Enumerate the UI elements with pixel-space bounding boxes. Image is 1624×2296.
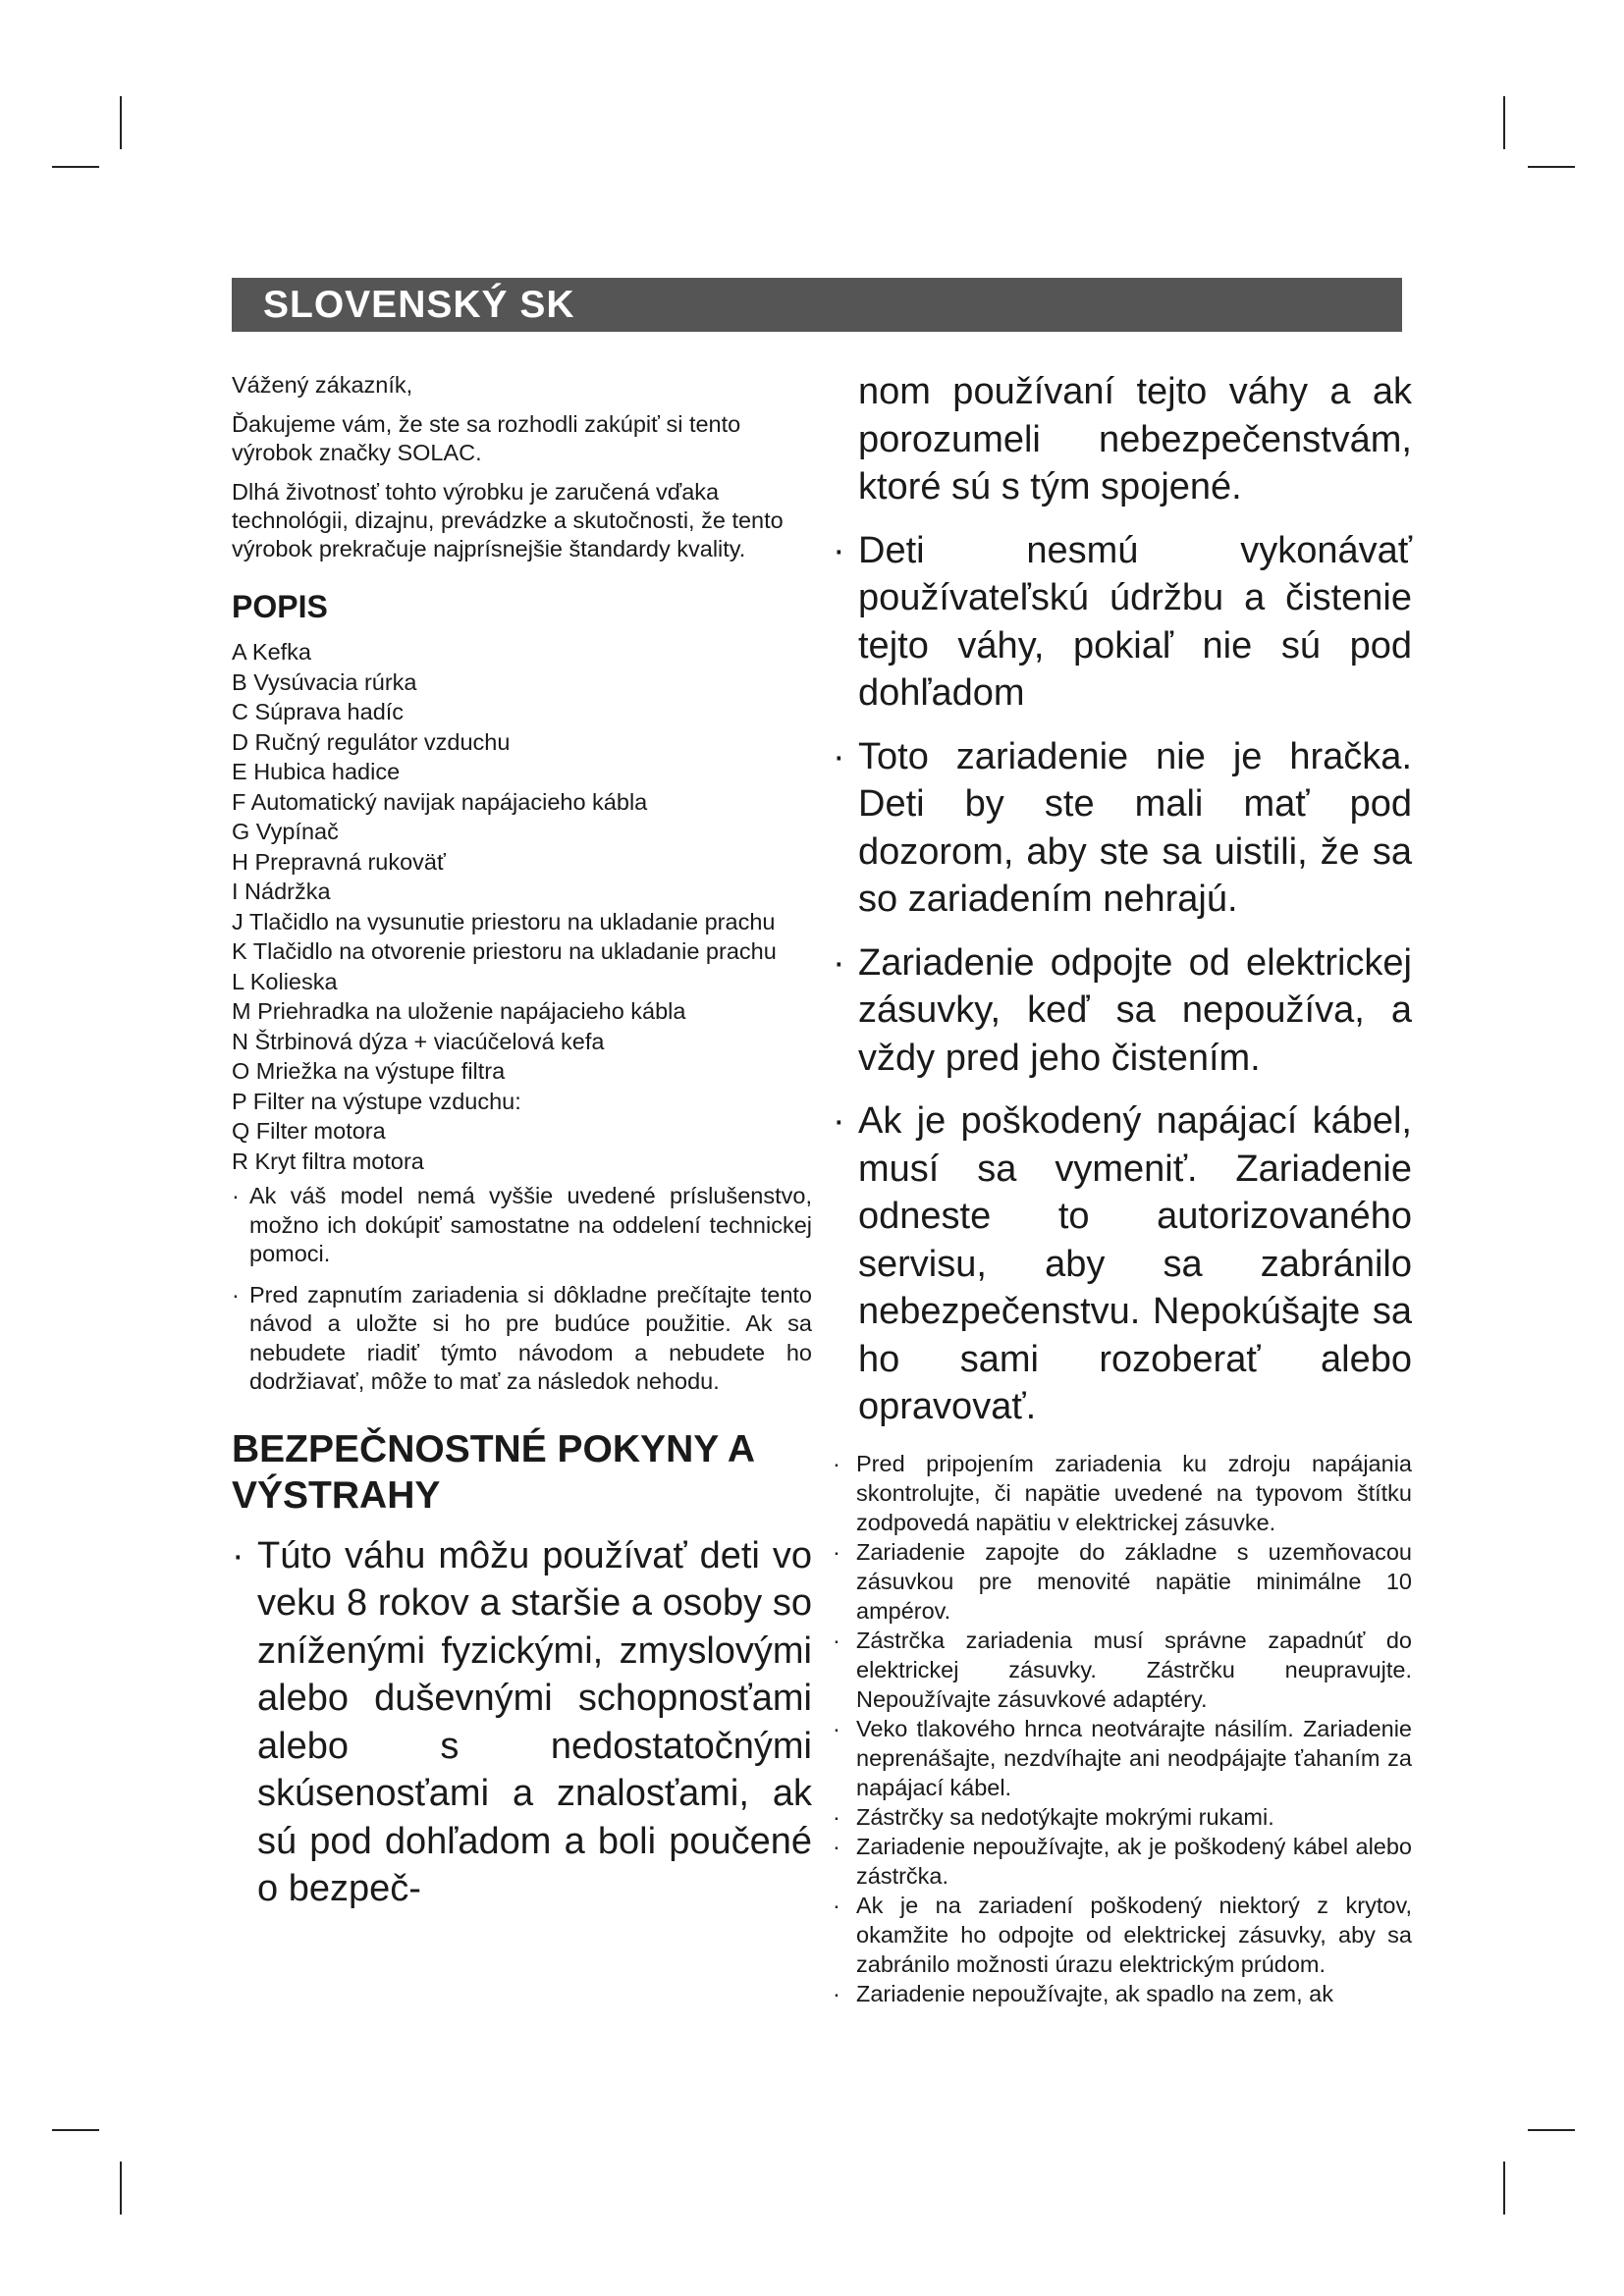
list-item: F Automatický navijak napájacieho kábla [232, 788, 648, 815]
safety-bullet-large: · Zariadenie odpojte od elektrickej zásuvky, keď sa nepoužíva, a vždy pred jeho čistením. [833, 939, 1412, 1083]
safety-bullet-small: · Veko tlakového hrnca neotvárajte násilím. Zariadenie neprenášajte, nezdvíhajte ani neodpájajte ťahaním za napájací kábel. [833, 1714, 1412, 1802]
note-bullet: · Pred zapnutím zariadenia si dôkladne prečítajte tento návod a uložte si ho pre budúce použitie. Ak sa nebudete riadiť týmto návodom a nebudete ho dodržiavať, môže to mať za následok nehodu. [232, 1281, 812, 1397]
left-column [232, 371, 812, 1913]
safety-bullet-small: · Zariadenie zapojte do základne s uzemňovacou zásuvkou pre menovité napätie minimálne 10 ampérov. [833, 1537, 1412, 1626]
safety-bullet-small: · Pred pripojením zariadenia ku zdroju napájania skontrolujte, či napätie uvedené na typovom štítku zodpovedá napätiu v elektrickej zásuvke. [833, 1449, 1412, 1537]
crop-mark [52, 166, 99, 168]
list-item: H Prepravná rukoväť [232, 848, 446, 875]
list-item: K Tlačidlo na otvorenie priestoru na ukladanie prachu [232, 938, 777, 964]
list-item: R Kryt filtra motora [232, 1148, 424, 1174]
safety-bullet-large: · Toto zariadenie nie je hračka. Deti by ste mali mať pod dozorom, aby ste sa uistili, že sa so zariadením nehrajú. [833, 733, 1412, 924]
crop-mark [120, 96, 122, 149]
crop-mark [1503, 2162, 1505, 2215]
safety-bullet-small: · Zariadenie nepoužívajte, ak spadlo na zem, ak [833, 1979, 1412, 2008]
list-item: J Tlačidlo na vysunutie priestoru na ukladanie prachu [232, 908, 776, 934]
safety-bullet-small: · Zástrčka zariadenia musí správne zapadnúť do elektrickej zásuvky. Zástrčku neupravujte. Nepoužívajte zásuvkové adaptéry. [833, 1626, 1412, 1714]
list-item: G Vypínač [232, 819, 339, 844]
list-item: O Mriežka na výstupe filtra [232, 1058, 506, 1084]
list-item: A Kefka [232, 639, 311, 665]
safety-continuation: nom používaní tejto váhy a ak porozumeli nebezpečenstvám, ktoré sú s tým spojené. [858, 371, 1412, 507]
list-item: C Súprava hadíc [232, 699, 405, 724]
list-item: L Kolieska [232, 968, 338, 994]
safety-heading: BEZPEČNOSTNÉ POKYNY A VÝSTRAHY [232, 1427, 754, 1517]
crop-mark [1528, 2129, 1575, 2131]
intro-paragraph: Ďakujeme vám, že ste sa rozhodli zakúpiť si tento výrobok značky SOLAC. [232, 411, 741, 465]
safety-bullet-large: · Deti nesmú vykonávať používateľskú údržbu a čistenie tejto váhy, pokiaľ nie sú pod dohľadom [833, 527, 1412, 718]
note-bullet: · Ak váš model nemá vyššie uvedené príslušenstvo, možno ich dokúpiť samostatne na oddelení technickej pomoci. [232, 1182, 812, 1269]
right-column [833, 368, 1412, 2008]
list-item: M Priehradka na uloženie napájacieho kábla [232, 998, 686, 1024]
list-item: Q Filter motora [232, 1118, 386, 1144]
safety-bullet-small: · Zariadenie nepoužívajte, ak je poškodený kábel alebo zástrčka. [833, 1832, 1412, 1891]
safety-bullet-small: · Zástrčky sa nedotýkajte mokrými rukami. [833, 1802, 1412, 1832]
list-item: N Štrbinová dýza + viacúčelová kefa [232, 1028, 605, 1054]
intro-paragraph: Dlhá životnosť tohto výrobku je zaručená vďaka technológii, dizajnu, prevádzke a skutočnosti, že tento výrobok prekračuje najprísnejšie štandardy kvality. [232, 479, 784, 561]
crop-mark [120, 2162, 122, 2215]
list-item: B Vysúvacia rúrka [232, 668, 417, 695]
popis-heading: POPIS [232, 589, 328, 624]
safety-bullet-large: · Túto váhu môžu používať deti vo veku 8 rokov a staršie a osoby so zníženými fyzickými, zmyslovými alebo duševnými schopnosťami alebo s nedostatočnými skúsenosťami a znalosťami, ak sú pod dohľadom a boli poučené o bezpeč- [232, 1532, 812, 1913]
crop-mark [1528, 166, 1575, 168]
list-item: P Filter na výstupe vzduchu: [232, 1088, 521, 1114]
safety-bullet-small: · Ak je na zariadení poškodený niektorý z krytov, okamžite ho odpojte od elektrickej zásuvky, aby sa zabránilo možnosti úrazu elektrickým prúdom. [833, 1891, 1412, 1979]
language-banner [232, 278, 1402, 332]
list-item: E Hubica hadice [232, 759, 401, 784]
greeting: Vážený zákazník, [232, 372, 413, 398]
crop-mark [1503, 96, 1505, 149]
crop-mark [52, 2129, 99, 2131]
list-item: D Ručný regulátor vzduchu [232, 728, 511, 755]
language-title: SLOVENSKÝ SK [263, 284, 575, 326]
parts-list [232, 637, 812, 1176]
list-item: I Nádržka [232, 879, 331, 904]
safety-bullet-large: · Ak je poškodený napájací kábel, musí sa vymeniť. Zariadenie odneste to autorizovaného servisu, aby sa zabránilo nebezpečenstvu. Nepokúšajte sa ho sami rozoberať alebo opravovať. [833, 1097, 1412, 1431]
